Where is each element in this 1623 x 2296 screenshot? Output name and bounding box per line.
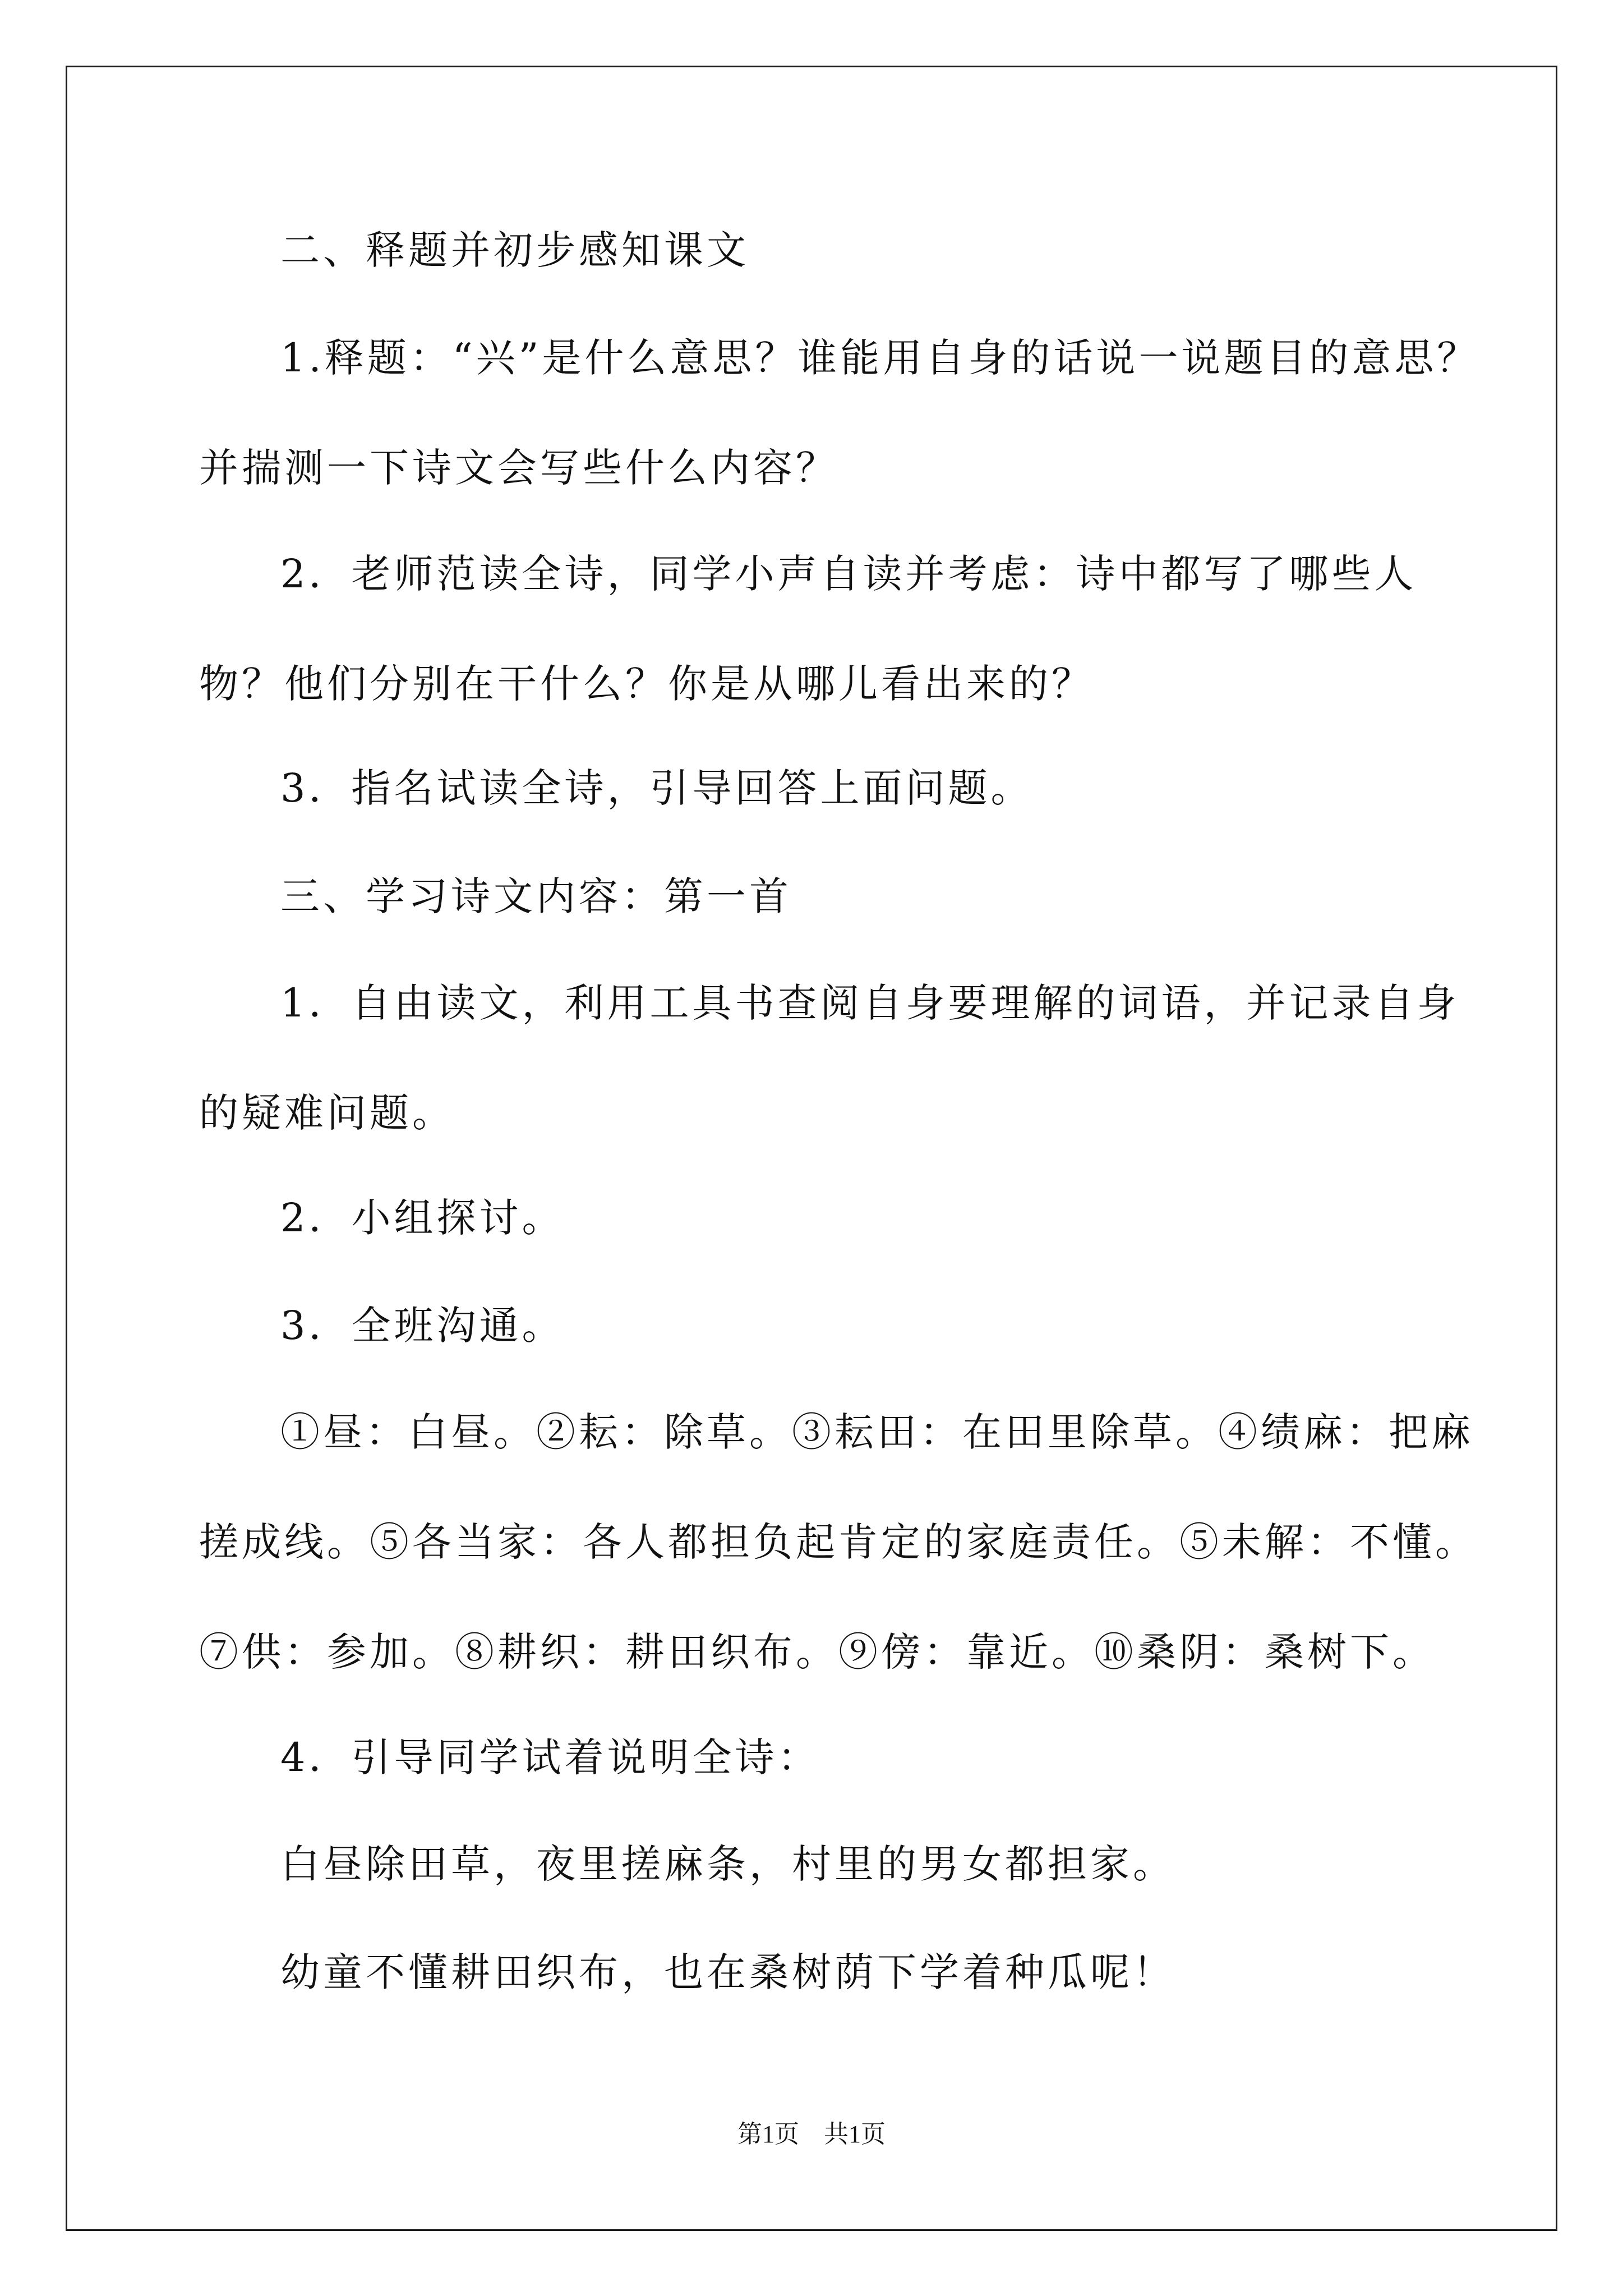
section-heading-2: 二、释题并初步感知课文 xyxy=(280,227,749,273)
page-footer xyxy=(0,2118,1623,2151)
page-number: 第1页 xyxy=(737,2120,799,2148)
paragraph-vocabulary-notes: ①昼：白昼。②耘：除草。③耘田：在田里除草。④绩麻：把麻搓成线。⑤各当家：各人都担负起肯定的家庭责任。⑤未解：不懂。⑦供：参加。⑧耕织：耕田织布。⑨傍：靠近。⑩桑阴：桑树下。 xyxy=(199,1409,1478,1675)
paragraph-teacher-reading: 2．老师范读全诗，同学小声自读并考虑：诗中都写了哪些人物？他们分别在干什么？你是从哪儿看出来的？ xyxy=(199,551,1417,707)
paragraph-guide-explain: 4．引导同学试着说明全诗： xyxy=(280,1734,820,1780)
page-total: 共1页 xyxy=(824,2120,886,2148)
paragraph-free-reading: 1．自由读文，利用工具书查阅自身要理解的词语，并记录自身的疑难问题。 xyxy=(199,980,1460,1136)
paragraph-translation-line-1: 白昼除田草，夜里搓麻条，村里的男女都担家。 xyxy=(280,1841,1175,1887)
paragraph-translation-line-2: 幼童不懂耕田织布，也在桑树荫下学着种瓜呢！ xyxy=(280,1949,1175,1995)
paragraph-trial-reading: 3．指名试读全诗，引导回答上面问题。 xyxy=(280,765,1034,811)
paragraph-group-discussion: 2．小组探讨。 xyxy=(280,1195,565,1241)
paragraph-class-communication: 3．全班沟通。 xyxy=(280,1303,565,1349)
section-heading-3: 三、学习诗文内容：第一首 xyxy=(280,873,792,919)
paragraph-title-explain: 1.释题：“兴”是什么意思？谁能用自身的话说一说题目的意思？并揣测一下诗文会写些什么内容？ xyxy=(199,335,1480,491)
